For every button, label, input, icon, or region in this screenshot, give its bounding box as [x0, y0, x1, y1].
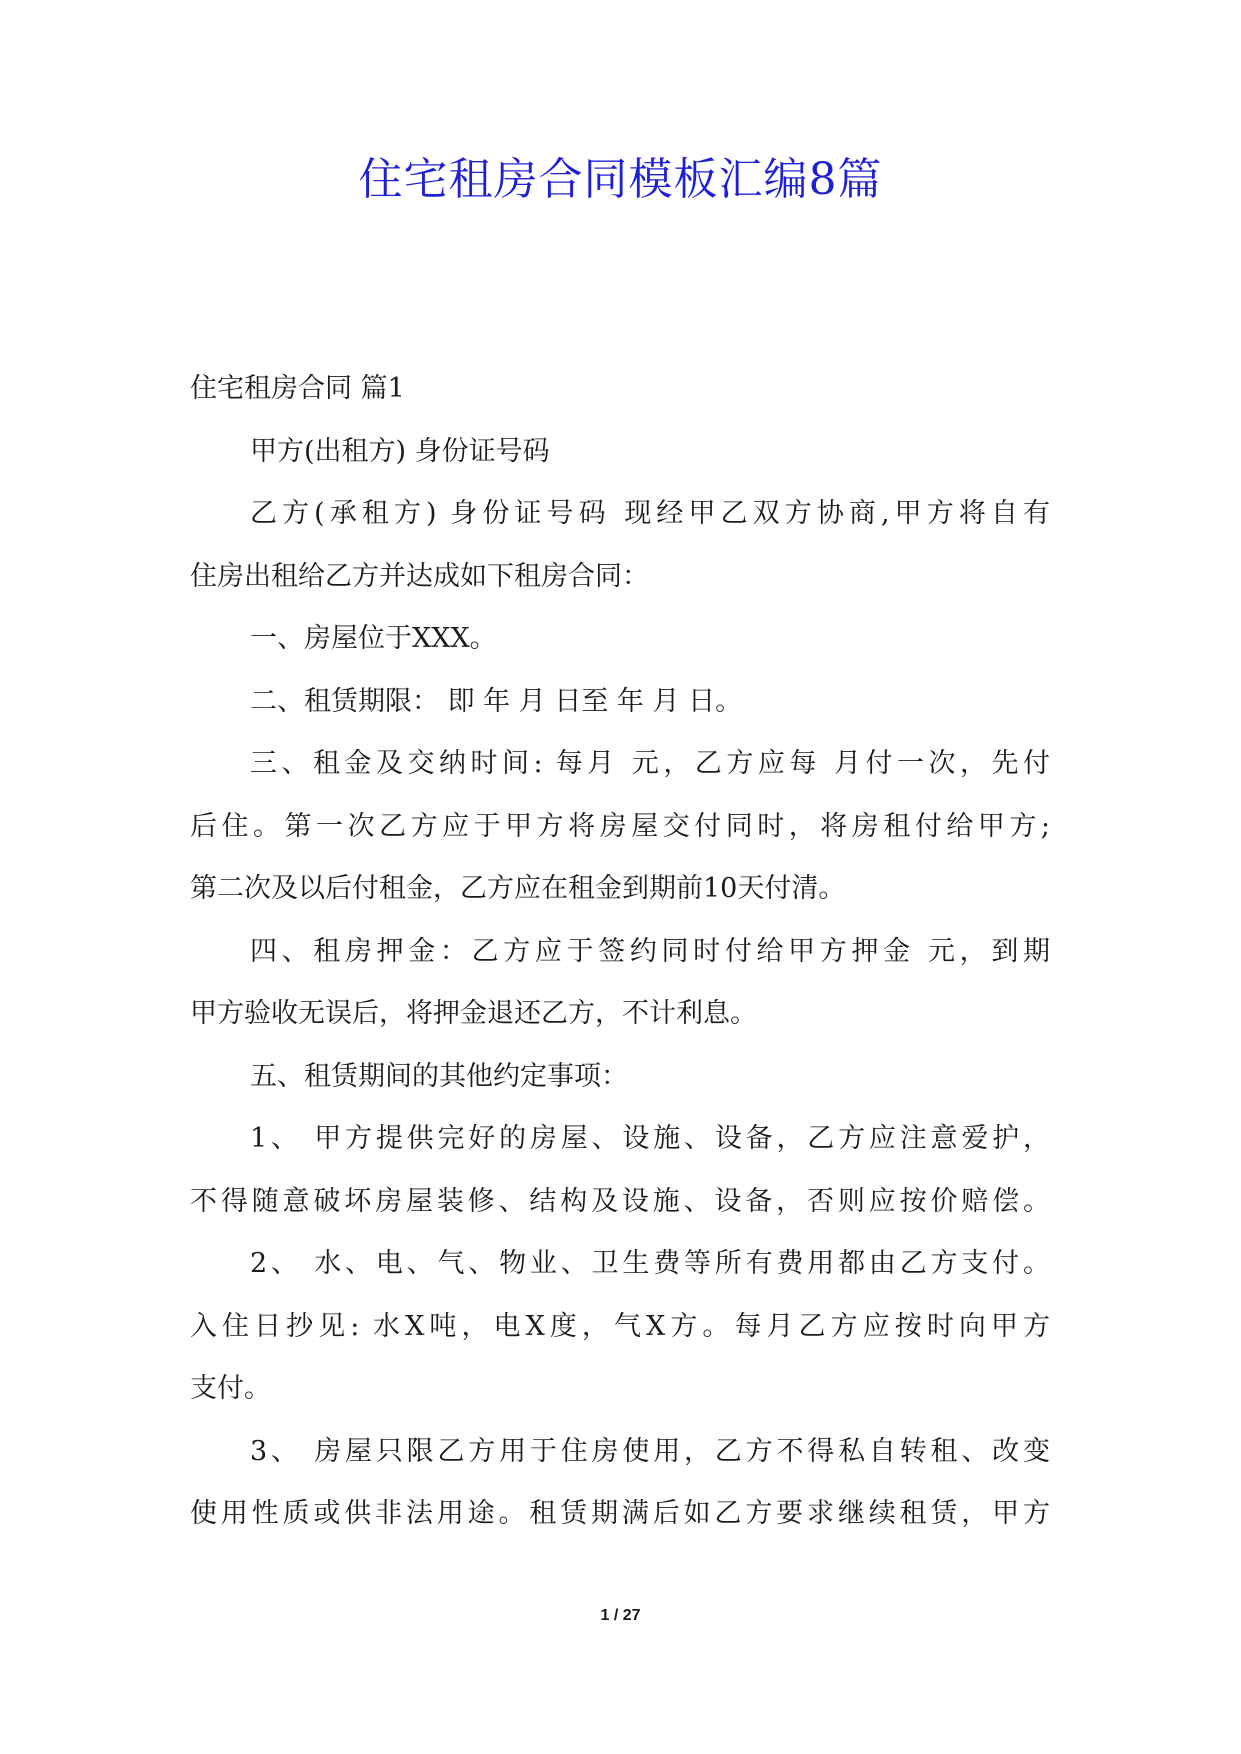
section-heading: 住宅租房合同 篇1 [190, 373, 405, 404]
document-body [190, 358, 1050, 1546]
paragraph-line: 住房出租给乙方并达成如下租房合同： [190, 560, 649, 592]
item-3-line: 3、 房屋只限乙方用于住房使用，乙方不得私自转租、改变 [250, 1435, 1050, 1467]
clause-4-line: 四、租房押金：乙方应于签约同时付给甲方押金 元，到期 [250, 935, 1050, 967]
item-2-line: 2、 水、电、气、物业、卫生费等所有费用都由乙方支付。 [250, 1248, 1050, 1279]
paragraph-line: 第二次及以后付租金，乙方应在租金到期前10天付清。 [190, 873, 846, 904]
party-b-line: 乙方(承租方) 身份证号码 现经甲乙双方协商,甲方将自有 [250, 498, 1050, 529]
clause-3-line: 三、租金及交纳时间: 每月 元，乙方应每 月付一次，先付 [250, 748, 1050, 779]
document-title: 住宅租房合同模板汇编8篇 [358, 154, 883, 205]
paragraph-line: 使用性质或供非法用途。租赁期满后如乙方要求继续租赁，甲方 [190, 1498, 1050, 1529]
paragraph-line: 甲方验收无误后，将押金退还乙方，不计利息。 [190, 998, 757, 1029]
paragraph-line: 不得随意破坏房屋装修、结构及设施、设备，否则应按价赔偿。 [190, 1185, 1050, 1217]
clause-5-line: 五、租赁期间的其他约定事项： [250, 1060, 628, 1092]
item-1-line: 1、 甲方提供完好的房屋、设施、设备，乙方应注意爱护， [250, 1123, 1050, 1154]
paragraph-line: 支付。 [190, 1373, 271, 1404]
paragraph-line: 入住日抄见: 水X吨，电X度，气X方。每月乙方应按时向甲方 [190, 1310, 1050, 1342]
paragraph-line: 后住。第一次乙方应于甲方将房屋交付同时，将房租付给甲方; [190, 810, 1050, 842]
party-a-line: 甲方(出租方) 身份证号码 [250, 435, 550, 467]
clause-2-line: 二、租赁期限： 即 年 月 日至 年 月 日。 [250, 685, 743, 717]
page-number: 1 / 27 [600, 1607, 641, 1624]
clause-1-line: 一、房屋位于XXX。 [250, 623, 497, 654]
